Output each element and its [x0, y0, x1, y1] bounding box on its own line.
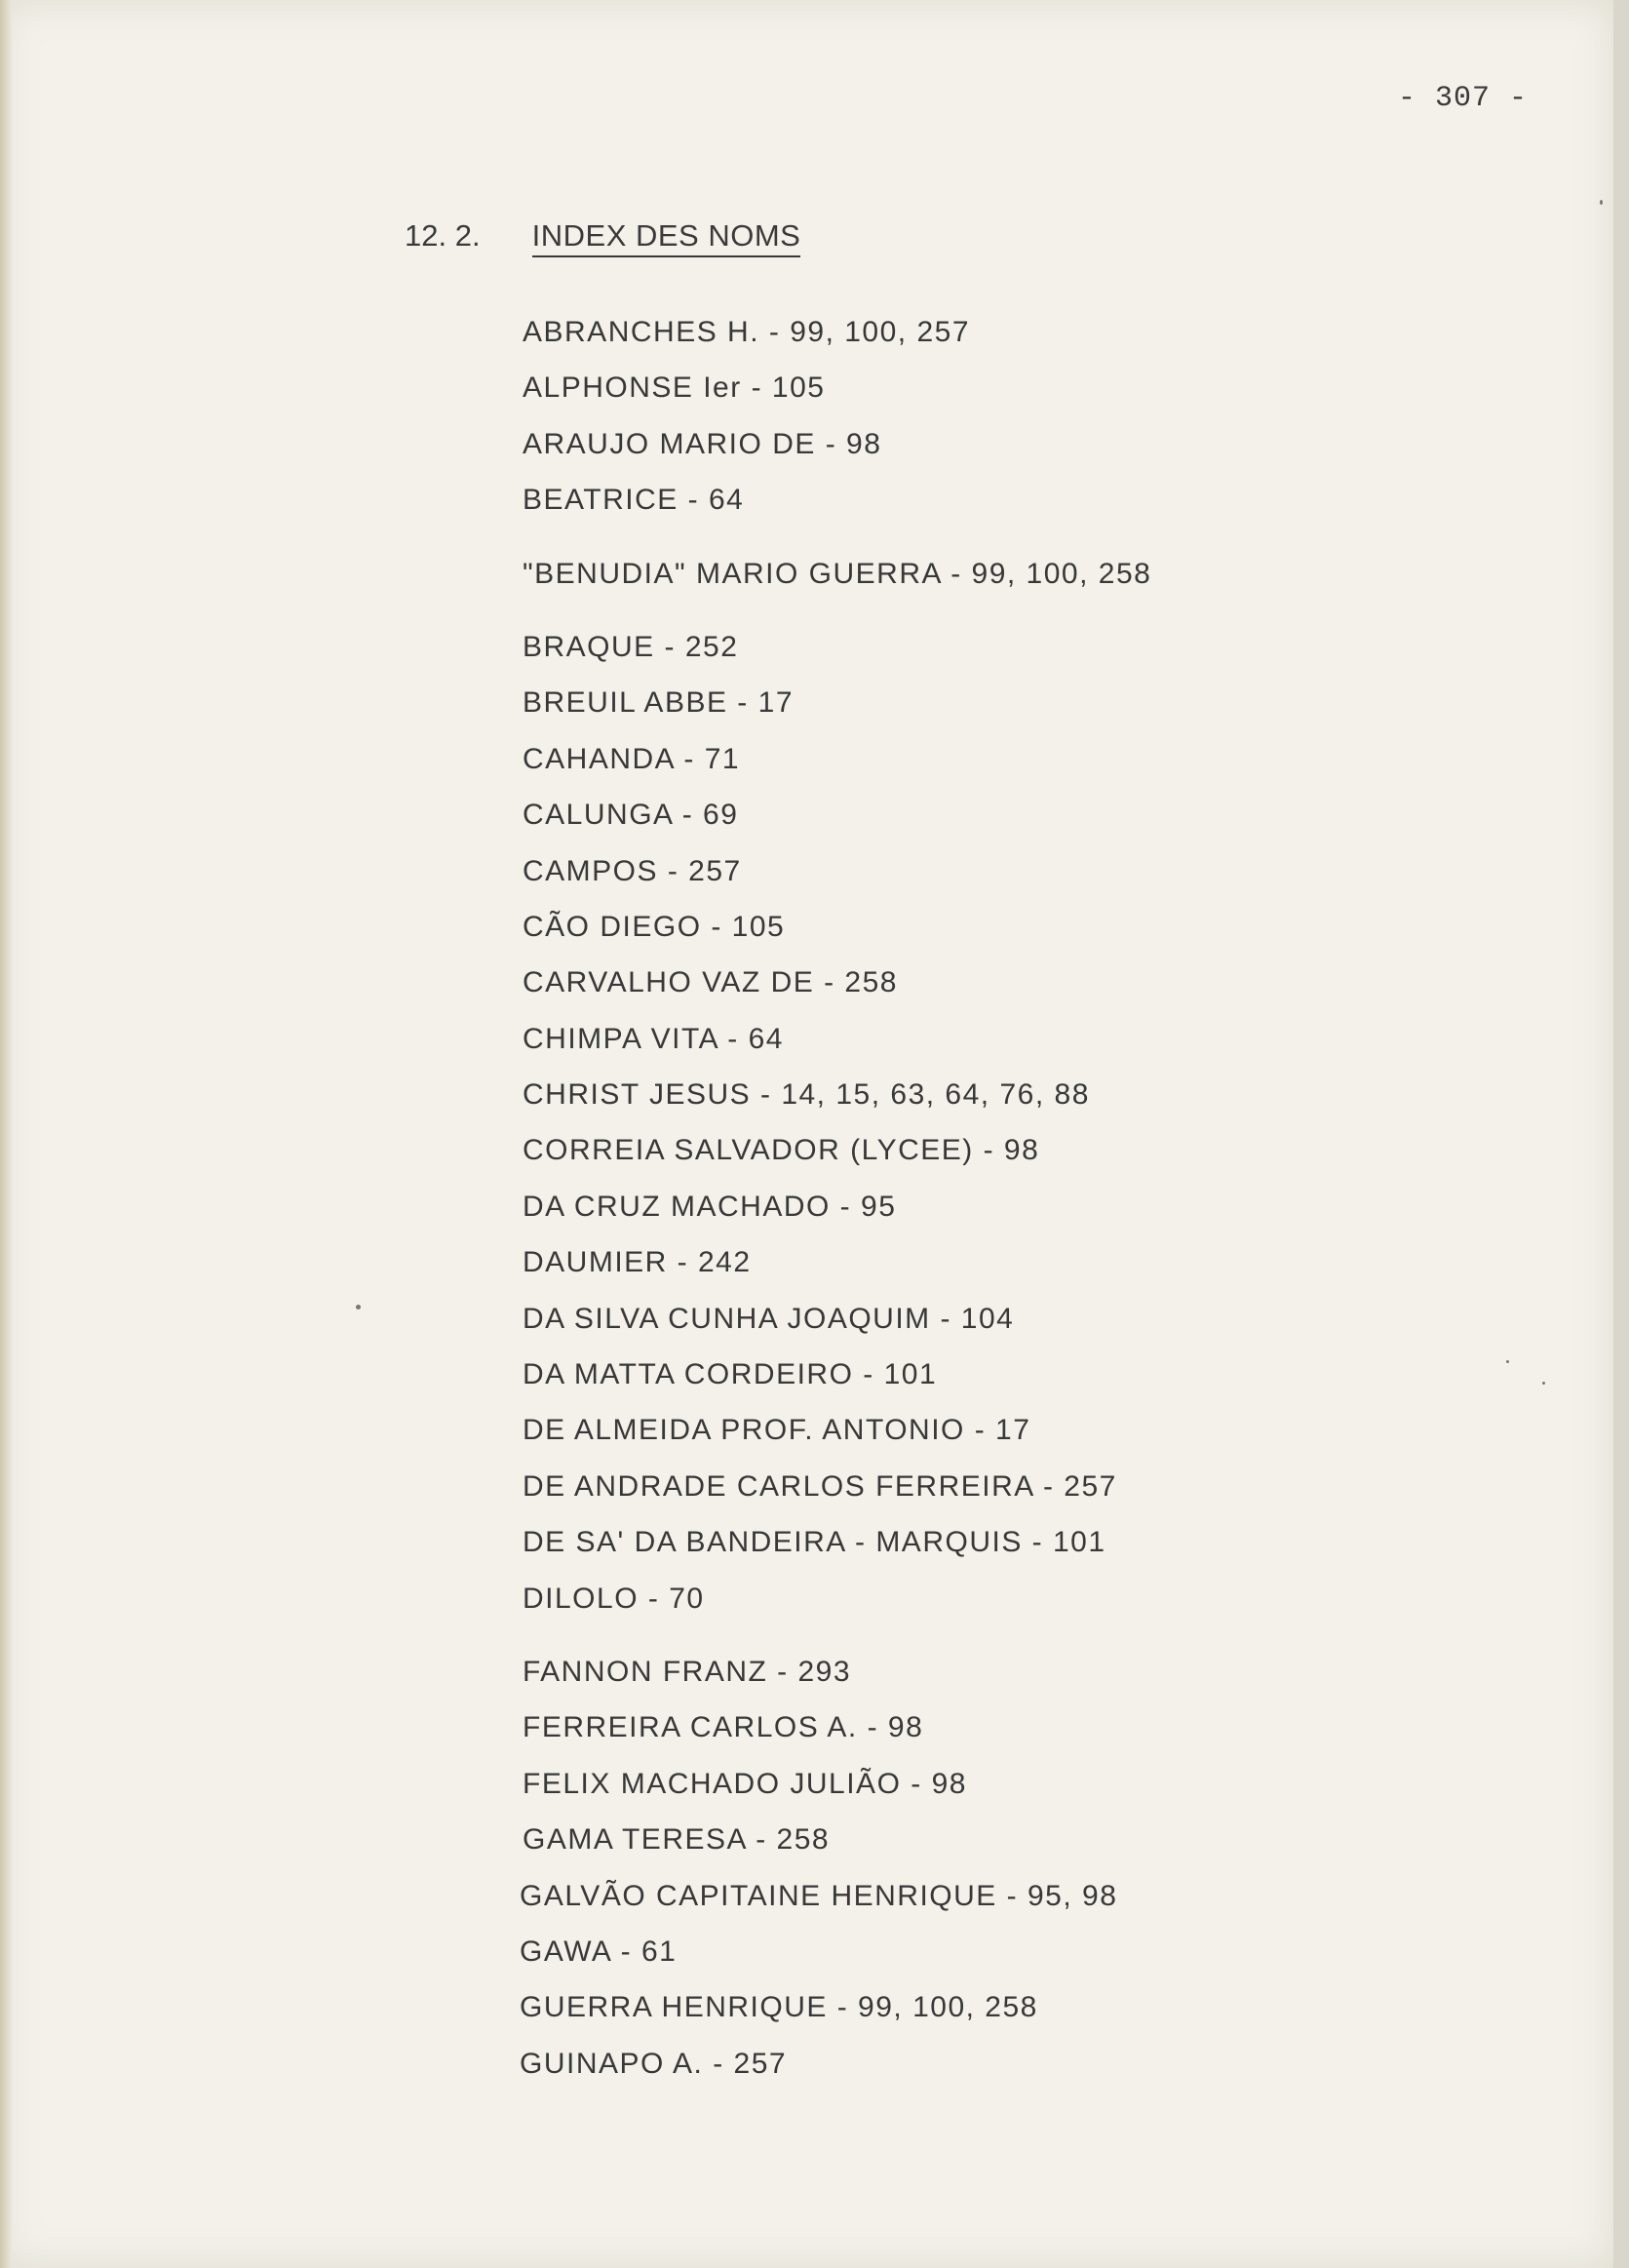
index-entry: DAUMIER - 242	[523, 1246, 752, 1279]
index-entry: CAHANDA - 71	[523, 742, 741, 775]
index-entry: ARAUJO MARIO DE - 98	[523, 427, 882, 460]
index-entry: DE SA' DA BANDEIRA - MARQUIS - 101	[523, 1526, 1106, 1559]
index-entry: CHRIST JESUS - 14, 15, 63, 64, 76, 88	[523, 1078, 1090, 1112]
page-left-edge	[0, 0, 12, 2268]
index-entry: DE ANDRADE CARLOS FERREIRA - 257	[523, 1469, 1117, 1503]
section-number: 12. 2.	[405, 218, 481, 253]
index-entry: DA SILVA CUNHA JOAQUIM - 104	[523, 1302, 1015, 1335]
index-entry: DILOLO - 70	[523, 1582, 705, 1615]
index-entry: CALUNGA - 69	[523, 799, 739, 832]
section-heading	[405, 218, 800, 257]
index-entry: GUERRA HENRIQUE - 99, 100, 258	[520, 1991, 1038, 2024]
index-entry: FERREIRA CARLOS A. - 98	[523, 1711, 924, 1744]
index-entry: FANNON FRANZ - 293	[523, 1655, 852, 1688]
index-entry: GAMA TERESA - 258	[523, 1823, 831, 1857]
section-title: INDEX DES NOMS	[532, 218, 801, 257]
scan-speck	[1600, 200, 1603, 205]
index-entry: CORREIA SALVADOR (LYCEE) - 98	[523, 1134, 1040, 1167]
index-entry: DE ALMEIDA PROF. ANTONIO - 17	[523, 1414, 1031, 1447]
scan-speck	[1506, 1360, 1509, 1363]
index-entry: FELIX MACHADO JULIÃO - 98	[523, 1767, 967, 1800]
index-entry: CARVALHO VAZ DE - 258	[523, 966, 898, 999]
index-entry: DA MATTA CORDEIRO - 101	[523, 1358, 938, 1391]
index-entry: GUINAPO A. - 257	[520, 2047, 788, 2080]
index-entry: DA CRUZ MACHADO - 95	[523, 1190, 897, 1223]
index-entry: BEATRICE - 64	[523, 484, 745, 517]
index-entry: CÃO DIEGO - 105	[523, 910, 786, 943]
name-index-list	[520, 314, 1152, 2101]
index-entry: CAMPOS - 257	[523, 854, 742, 887]
index-entry: ABRANCHES H. - 99, 100, 257	[523, 316, 971, 348]
index-entry: BREUIL ABBE - 17	[523, 686, 795, 720]
scan-speck	[356, 1305, 361, 1310]
scan-speck	[1542, 1382, 1545, 1385]
index-entry: CHIMPA VITA - 64	[523, 1022, 784, 1055]
index-entry: ALPHONSE Ier - 105	[523, 371, 826, 405]
index-entry: GAWA - 61	[520, 1935, 678, 1968]
index-entry: "BENUDIA" MARIO GUERRA - 99, 100, 258	[523, 557, 1152, 590]
page-number: - 307 -	[1397, 82, 1528, 115]
index-entry: GALVÃO CAPITAINE HENRIQUE - 95, 98	[520, 1879, 1118, 1912]
index-entry: BRAQUE - 252	[523, 630, 739, 663]
